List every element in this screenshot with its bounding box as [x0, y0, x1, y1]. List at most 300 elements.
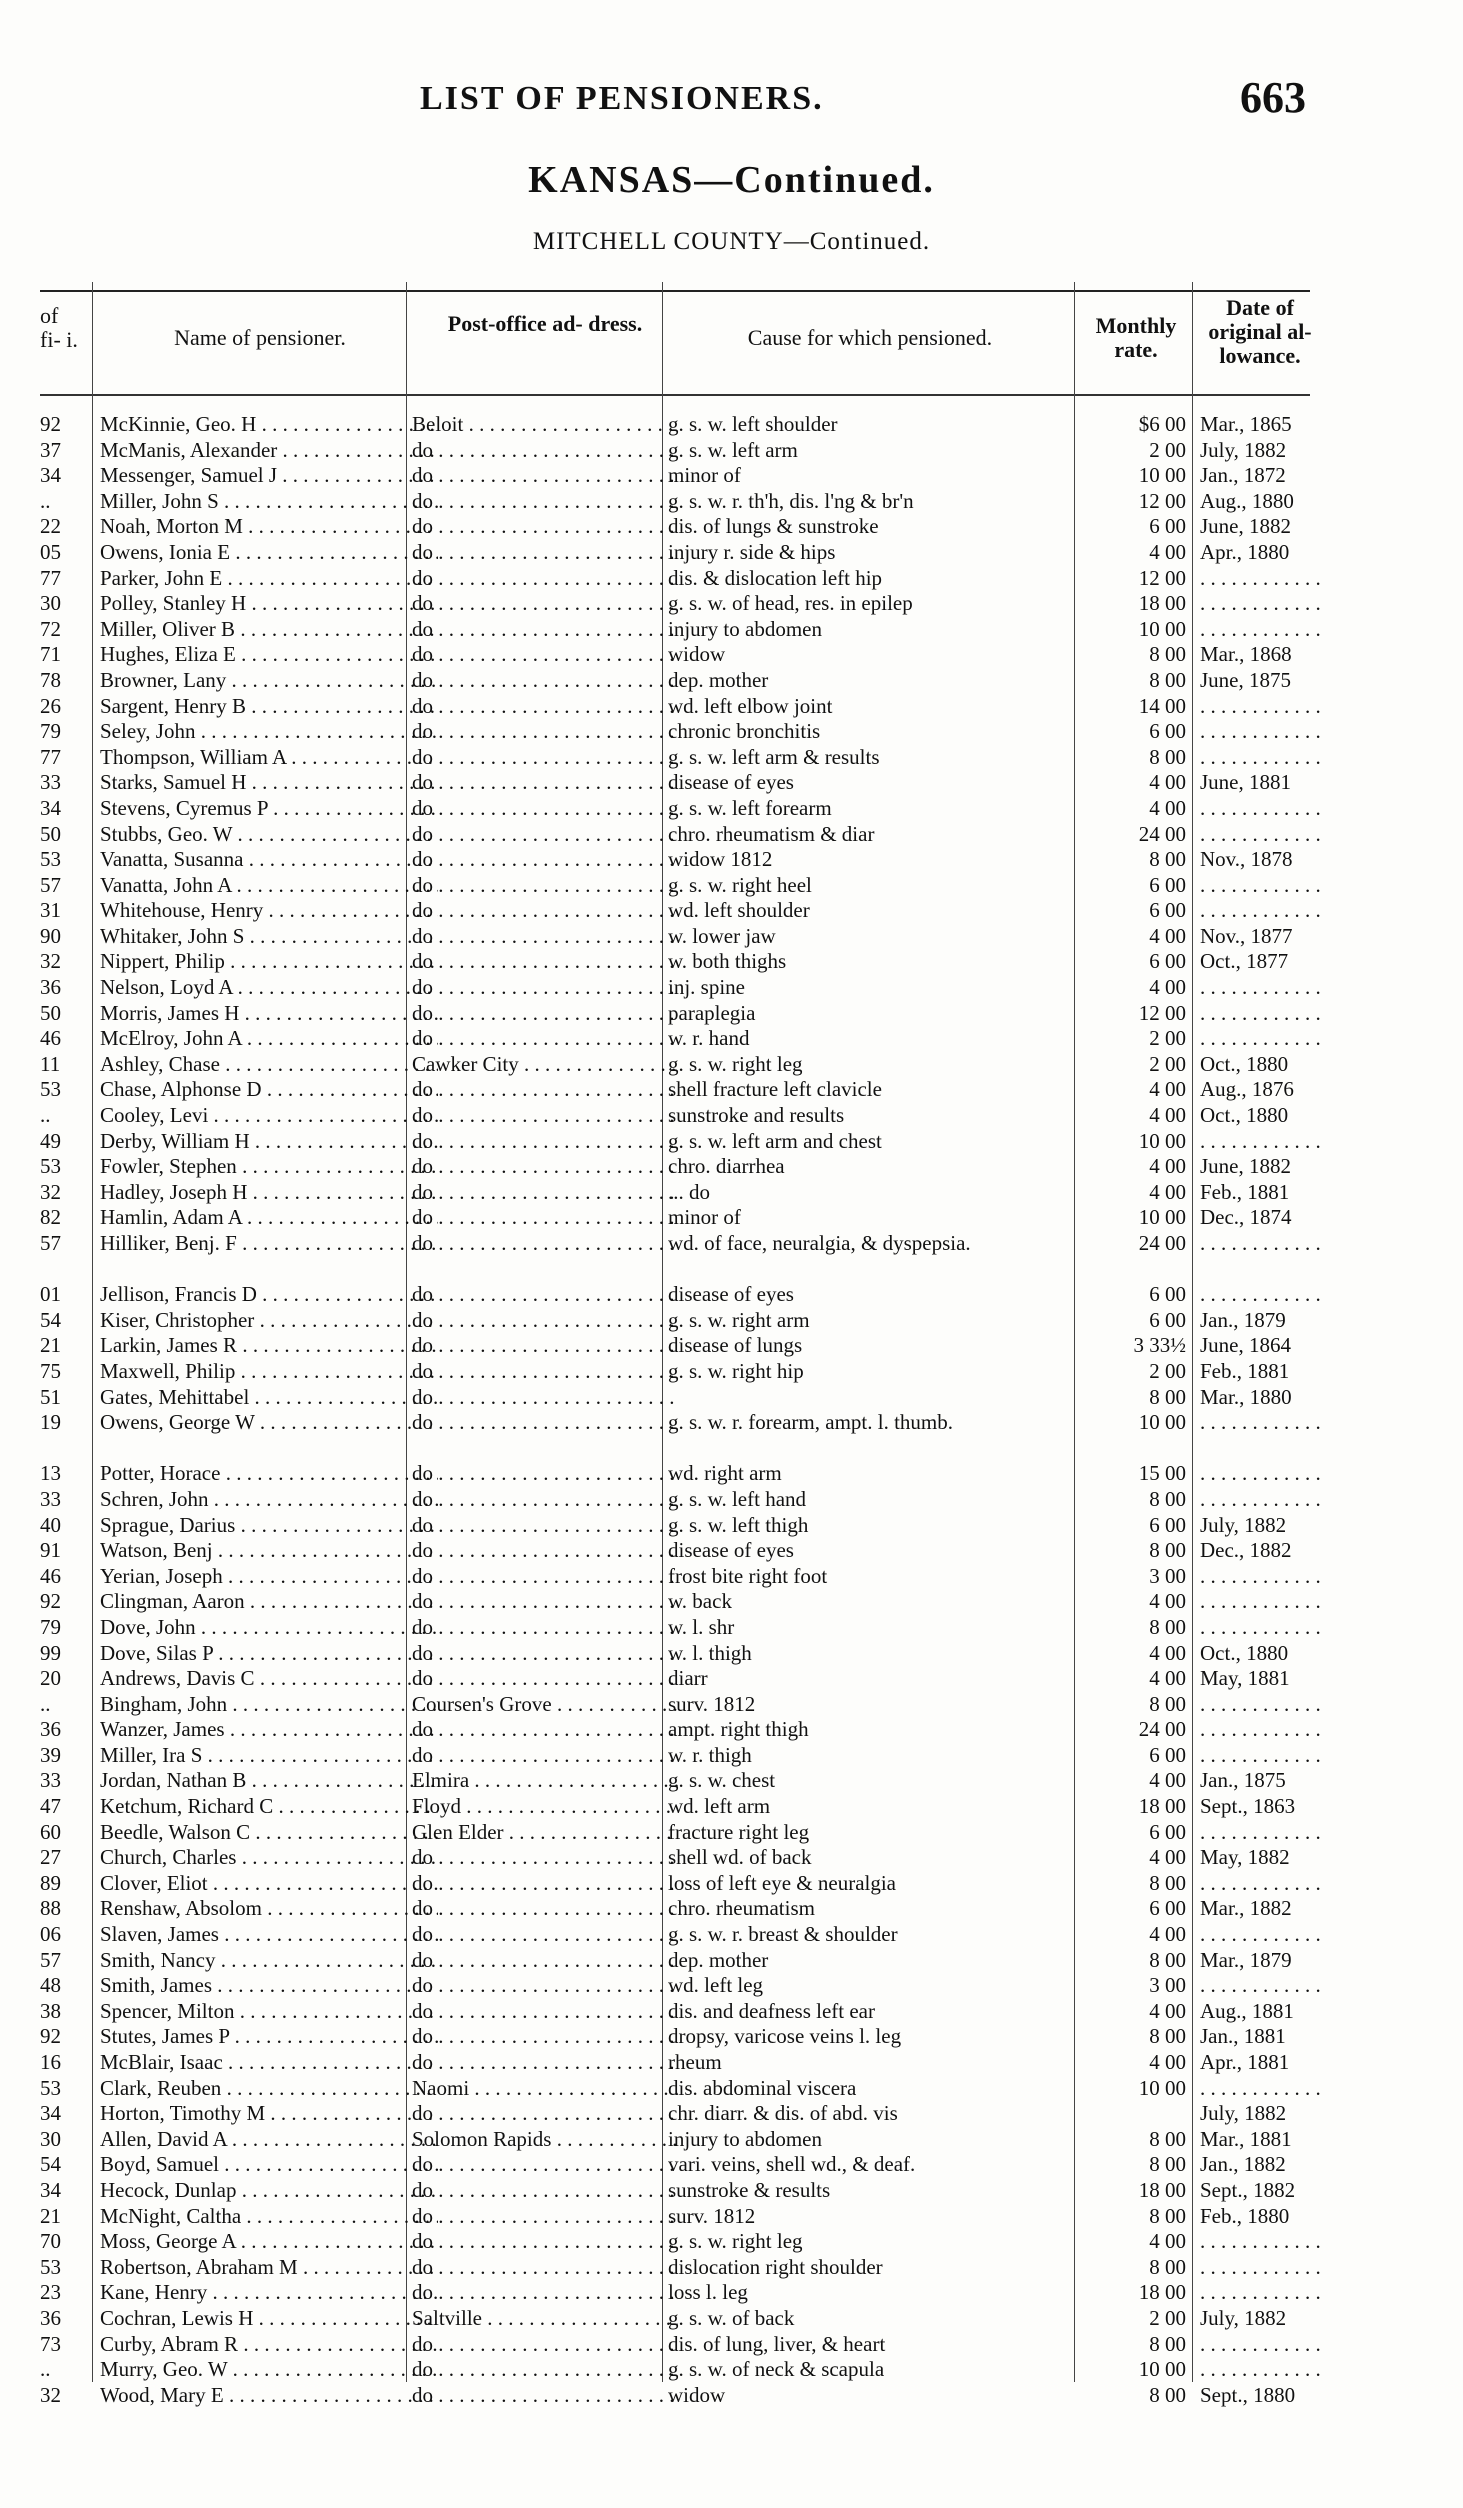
allowance-date: [1200, 2229, 1340, 2253]
table-row: [40, 1103, 1310, 1129]
monthly-rate: 2 00: [1149, 1026, 1186, 1051]
monthly-rate: 8 00: [1149, 2024, 1186, 2049]
monthly-rate: 10 00: [1138, 2075, 1186, 2100]
table-row: [40, 1794, 1310, 1820]
table-row: [40, 1077, 1310, 1103]
table-row: [40, 719, 1310, 745]
pensioner-name: Renshaw, Absolom . . .: [100, 1896, 438, 1920]
monthly-rate: 6 00: [1149, 949, 1186, 974]
table-row: [40, 694, 1310, 720]
allowance-date: Jan., 1879: [1200, 1307, 1286, 1332]
allowance-date: [1200, 591, 1340, 615]
allowance-date: Nov., 1878: [1200, 847, 1293, 872]
monthly-rate: 4 00: [1149, 2229, 1186, 2254]
allowance-date: [1200, 2280, 1340, 2304]
table-row: [40, 1973, 1310, 1999]
table-row: [40, 1820, 1310, 1846]
pensioner-name: Maxwell, Philip . . .: [100, 1359, 438, 1383]
monthly-rate: 8 00: [1149, 847, 1186, 872]
table-row: [40, 1999, 1310, 2025]
post-office: Beloit . . .: [412, 412, 678, 436]
table-row: [40, 1308, 1310, 1334]
table-row: [40, 745, 1310, 771]
table-row: [40, 1717, 1310, 1743]
cause: wd. left arm: [668, 1794, 771, 1819]
monthly-rate: 24 00: [1138, 1231, 1186, 1255]
row-number: 72: [40, 616, 61, 641]
post-office: do . . .: [412, 1999, 678, 2023]
monthly-rate: 18 00: [1138, 2177, 1186, 2202]
cause: w. r. thigh: [668, 1742, 752, 1767]
row-number: 19: [40, 1410, 61, 1435]
table-row: [40, 1385, 1310, 1411]
pensioner-name: Hamlin, Adam A . . .: [100, 1205, 438, 1229]
post-office: do . . .: [412, 847, 678, 871]
monthly-rate: 2 00: [1149, 2305, 1186, 2330]
allowance-date: [1200, 1231, 1340, 1255]
monthly-rate: 4 00: [1149, 1077, 1186, 1102]
table-row: [40, 2127, 1310, 2153]
table-row: [40, 1026, 1310, 1052]
cause: g. s. w. r. forearm, ampt. l. thumb.: [668, 1410, 954, 1435]
row-number: 34: [40, 2101, 61, 2126]
monthly-rate: 4 00: [1149, 795, 1186, 820]
table-row: [40, 975, 1310, 1001]
table-row: [40, 1052, 1310, 1078]
monthly-rate: 8 00: [1149, 2203, 1186, 2228]
row-number: 79: [40, 719, 61, 744]
table-row: [40, 2255, 1310, 2281]
pensioner-name: Chase, Alphonse D . . .: [100, 1077, 438, 1101]
monthly-rate: 4 00: [1149, 1640, 1186, 1665]
allowance-date: [1200, 1717, 1340, 1741]
monthly-rate: 6 00: [1149, 898, 1186, 923]
post-office: do . . .: [412, 1129, 678, 1153]
pensioner-name: McKinnie, Geo. H . . .: [100, 412, 438, 436]
post-office: do . . .: [412, 1001, 678, 1025]
post-office: do . . .: [412, 719, 678, 743]
pensioner-name: Derby, William H . . .: [100, 1129, 438, 1153]
post-office: do . . .: [412, 1077, 678, 1101]
monthly-rate: 8 00: [1149, 667, 1186, 692]
post-office: do . . .: [412, 2204, 678, 2228]
allowance-date: July, 1882: [1200, 1512, 1287, 1537]
table-row: [40, 514, 1310, 540]
table-row: [40, 2024, 1310, 2050]
pensioner-name: Clark, Reuben . . .: [100, 2076, 438, 2100]
allowance-date: [1200, 1871, 1340, 1895]
header-post-office: Post-office ad- dress.: [447, 311, 643, 336]
cause: g. s. w. chest: [668, 1768, 776, 1793]
monthly-rate: 4 00: [1149, 770, 1186, 795]
cause: dislocation right shoulder: [668, 2254, 883, 2279]
row-number: 05: [40, 539, 61, 564]
monthly-rate: 24 00: [1138, 1717, 1186, 1742]
table-row: [40, 438, 1310, 464]
post-office: do . . .: [412, 591, 678, 615]
row-number: 16: [40, 2050, 61, 2074]
post-office: do . . .: [412, 1103, 678, 1127]
table-row: [40, 1513, 1310, 1539]
pensioner-name: Smith, Nancy . . .: [100, 1948, 438, 1972]
cause: minor of: [668, 1205, 741, 1230]
cause: surv. 1812: [668, 2203, 756, 2228]
row-number: 92: [40, 1589, 61, 1614]
table-row: [40, 2050, 1310, 2076]
pensioner-name: Moss, George A . . .: [100, 2229, 438, 2253]
allowance-date: June, 1881: [1200, 770, 1291, 795]
table-row: [40, 463, 1310, 489]
row-number: 54: [40, 2152, 61, 2177]
monthly-rate: 2 00: [1149, 1051, 1186, 1076]
post-office: do . . .: [412, 975, 678, 999]
monthly-rate: 12 00: [1138, 565, 1186, 590]
cause: g. s. w. left hand: [668, 1486, 807, 1511]
monthly-rate: 12 00: [1138, 488, 1186, 513]
monthly-rate: 4 00: [1149, 2050, 1186, 2074]
post-office: do . . .: [412, 1538, 678, 1562]
post-office: do . . .: [412, 1922, 678, 1946]
table-row: [40, 822, 1310, 848]
row-number: 60: [40, 1819, 61, 1844]
cause: w. back: [668, 1589, 732, 1614]
pensioner-name: Larkin, James R . . .: [100, 1333, 438, 1357]
monthly-rate: 3 00: [1149, 1563, 1186, 1588]
post-office: do . . .: [412, 1487, 678, 1511]
pensioner-name: Gates, Mehittabel . . .: [100, 1385, 438, 1409]
allowance-date: [1200, 1026, 1340, 1050]
row-number: 37: [40, 437, 61, 462]
table-row: [40, 2332, 1310, 2358]
cause: dep. mother: [668, 667, 769, 692]
county-title: MITCHELL COUNTY—Continued.: [532, 228, 931, 255]
post-office: do . . .: [412, 1205, 678, 1229]
allowance-date: Sept., 1880: [1200, 2382, 1296, 2407]
table-row: [40, 770, 1310, 796]
allowance-date: [1200, 975, 1340, 999]
post-office: do . . .: [412, 1641, 678, 1665]
allowance-date: [1200, 1129, 1340, 1153]
allowance-date: [1200, 745, 1340, 769]
allowance-date: [1200, 1615, 1340, 1639]
allowance-date: Nov., 1877: [1200, 923, 1293, 948]
post-office: Saltville . . .: [412, 2306, 678, 2330]
row-number: ..: [40, 1691, 51, 1716]
allowance-date: June, 1882: [1200, 514, 1291, 539]
table-row: [40, 1564, 1310, 1590]
monthly-rate: 14 00: [1138, 693, 1186, 718]
monthly-rate: 8 00: [1149, 1870, 1186, 1895]
row-number: 57: [40, 1231, 61, 1255]
table-row: [40, 1154, 1310, 1180]
monthly-rate: 4 00: [1149, 923, 1186, 948]
monthly-rate: 6 00: [1149, 1307, 1186, 1332]
allowance-date: [1200, 694, 1340, 718]
pensioner-name: Morris, James H . . .: [100, 1001, 438, 1025]
cause: g. s. w. of neck & scapula: [668, 2357, 885, 2382]
row-number: 89: [40, 1870, 61, 1895]
allowance-date: Apr., 1881: [1200, 2050, 1290, 2074]
allowance-date: Feb., 1881: [1200, 1179, 1290, 1204]
row-number: 30: [40, 591, 61, 616]
table-row: [40, 1461, 1310, 1487]
post-office: do . . .: [412, 2280, 678, 2304]
cause: chro. rheumatism: [668, 1896, 815, 1921]
table-row: [40, 796, 1310, 822]
allowance-date: Oct., 1880: [1200, 1051, 1289, 1076]
allowance-date: July, 1882: [1200, 2101, 1287, 2126]
post-office: do . . .: [412, 1410, 678, 1434]
monthly-rate: 10 00: [1138, 1410, 1186, 1435]
pensioner-name: Thompson, William A . . .: [100, 745, 438, 769]
table-row: [40, 668, 1310, 694]
monthly-rate: 4 00: [1149, 1998, 1186, 2023]
post-office: do . . .: [412, 514, 678, 538]
pensioner-name: Messenger, Samuel J . . .: [100, 463, 438, 487]
post-office: do . . .: [412, 1589, 678, 1613]
post-office: do . . .: [412, 1154, 678, 1178]
monthly-rate: 6 00: [1149, 872, 1186, 897]
cause: disease of eyes: [668, 770, 794, 795]
post-office: do . . .: [412, 2383, 678, 2407]
row-number: 31: [40, 898, 61, 923]
cause: g. s. w. r. th'h, dis. l'ng & br'n: [668, 488, 914, 513]
table-row: [40, 1692, 1310, 1718]
pensioner-name: Kiser, Christopher . . .: [100, 1308, 438, 1332]
allowance-date: Apr., 1880: [1200, 539, 1290, 564]
row-number: 51: [40, 1384, 61, 1409]
allowance-date: [1200, 1922, 1340, 1946]
monthly-rate: 8 00: [1149, 1614, 1186, 1639]
post-office: do . . .: [412, 2050, 678, 2074]
table-row: [40, 924, 1310, 950]
pensioner-name: Jordan, Nathan B . . .: [100, 1768, 438, 1792]
table-header-rule: [40, 394, 1310, 396]
cause: loss l. leg: [668, 2280, 748, 2305]
pensioner-name: Clingman, Aaron . . .: [100, 1589, 438, 1613]
cause: loss of left eye & neuralgia: [668, 1870, 897, 1895]
monthly-rate: 2 00: [1149, 437, 1186, 462]
pensioner-name: Owens, George W . . .: [100, 1410, 438, 1434]
pensioner-name: Hadley, Joseph H . . .: [100, 1180, 438, 1204]
header-rate: Monthly rate.: [1095, 313, 1177, 362]
cause: rheum: [668, 2050, 722, 2074]
monthly-rate: 4 00: [1149, 1589, 1186, 1614]
monthly-rate: 8 00: [1149, 2126, 1186, 2151]
allowance-date: [1200, 2255, 1340, 2279]
monthly-rate: 15 00: [1138, 1461, 1186, 1486]
monthly-rate: 24 00: [1138, 821, 1186, 846]
cause: w. lower jaw: [668, 923, 776, 948]
row-number: 77: [40, 565, 61, 590]
monthly-rate: 8 00: [1149, 744, 1186, 769]
pensioner-name: Cooley, Levi . . .: [100, 1103, 438, 1127]
monthly-rate: 4 00: [1149, 1154, 1186, 1179]
allowance-date: Jan., 1882: [1200, 2152, 1286, 2177]
row-number: 70: [40, 2229, 61, 2254]
monthly-rate: 6 00: [1149, 1819, 1186, 1844]
row-number: 92: [40, 412, 61, 436]
monthly-rate: 8 00: [1149, 2382, 1186, 2407]
cause: dis. and deafness left ear: [668, 1998, 875, 2023]
page-number: 663: [1240, 73, 1306, 122]
table-row: [40, 2383, 1310, 2409]
cause: frost bite right foot: [668, 1563, 828, 1588]
row-number: 53: [40, 1077, 61, 1102]
post-office: do . . .: [412, 2357, 678, 2381]
post-office: do . . .: [412, 2101, 678, 2125]
table-row: [40, 2076, 1310, 2102]
cause: inj. spine: [668, 975, 745, 1000]
post-office: do . . .: [412, 540, 678, 564]
allowance-date: Mar., 1865: [1200, 412, 1292, 436]
allowance-date: Sept., 1863: [1200, 1794, 1296, 1819]
monthly-rate: 4 00: [1149, 1103, 1186, 1128]
cause: g. s. w. left shoulder: [668, 412, 838, 436]
pensioner-name: McBlair, Isaac . . .: [100, 2050, 438, 2074]
post-office: do . . .: [412, 1717, 678, 1741]
post-office: do . . .: [412, 1385, 678, 1409]
row-number: 36: [40, 1717, 61, 1742]
monthly-rate: 4 00: [1149, 1768, 1186, 1793]
table-row: [40, 617, 1310, 643]
row-number: 01: [40, 1282, 61, 1307]
pensioner-name: Noah, Morton M . . .: [100, 514, 438, 538]
row-number: 33: [40, 770, 61, 795]
cause: dropsy, varicose veins l. leg: [668, 2024, 902, 2049]
row-number: 26: [40, 693, 61, 718]
monthly-rate: 6 00: [1149, 1282, 1186, 1307]
table-row: [40, 1589, 1310, 1615]
allowance-date: June, 1875: [1200, 667, 1291, 692]
allowance-date: July, 1882: [1200, 2305, 1287, 2330]
cause: g. s. w. r. breast & shoulder: [668, 1922, 898, 1947]
post-office: do . . .: [412, 949, 678, 973]
allowance-date: Oct., 1880: [1200, 1640, 1289, 1665]
row-number: 23: [40, 2280, 61, 2305]
post-office: do . . .: [412, 2178, 678, 2202]
row-number: 11: [40, 1051, 61, 1076]
monthly-rate: 4 00: [1149, 1179, 1186, 1204]
allowance-date: Feb., 1880: [1200, 2203, 1290, 2228]
table-row: [40, 1896, 1310, 1922]
monthly-rate: 3 33½: [1133, 1333, 1186, 1358]
cause: w. l. thigh: [668, 1640, 752, 1665]
allowance-date: [1200, 1692, 1340, 1716]
row-number: 21: [40, 2203, 61, 2228]
monthly-rate: 6 00: [1149, 1896, 1186, 1921]
table-row: [40, 1205, 1310, 1231]
pensioner-name: Bingham, John . . .: [100, 1692, 438, 1716]
pensioner-name: Hilliker, Benj. F . . .: [100, 1231, 438, 1255]
allowance-date: Mar., 1882: [1200, 1896, 1292, 1921]
pensioner-name: Sprague, Darius . . .: [100, 1513, 438, 1537]
row-number: 06: [40, 1922, 61, 1947]
table-row: [40, 1666, 1310, 1692]
table-row: [40, 1768, 1310, 1794]
monthly-rate: 10 00: [1138, 2357, 1186, 2382]
pensioner-name: Watson, Benj . . .: [100, 1538, 438, 1562]
pensioner-name: Murry, Geo. W . . .: [100, 2357, 438, 2381]
pensioner-name: Kane, Henry . . .: [100, 2280, 438, 2304]
pensioner-name: Jellison, Francis D . . .: [100, 1282, 438, 1306]
pensioner-name: McNight, Caltha . . .: [100, 2204, 438, 2228]
pensioner-name: Church, Charles . . .: [100, 1845, 438, 1869]
cause: chro. rheumatism & diar: [668, 821, 875, 846]
pensioner-name: Sargent, Henry B . . .: [100, 694, 438, 718]
monthly-rate: 10 00: [1138, 463, 1186, 488]
pensioner-name: Ketchum, Richard C . . .: [100, 1794, 438, 1818]
post-office: do . . .: [412, 770, 678, 794]
post-office: do . . .: [412, 1564, 678, 1588]
post-office: do . . .: [412, 2024, 678, 2048]
post-office: do . . .: [412, 2152, 678, 2176]
pensioner-name: Starks, Samuel H . . .: [100, 770, 438, 794]
allowance-date: Aug., 1881: [1200, 1998, 1294, 2023]
row-number: 91: [40, 1538, 61, 1563]
monthly-rate: 10 00: [1138, 1205, 1186, 1230]
cause: injury to abdomen: [668, 616, 822, 641]
post-office: do . . .: [412, 745, 678, 769]
pensioner-name: Seley, John . . .: [100, 719, 438, 743]
allowance-date: [1200, 617, 1340, 641]
pensioner-name: Miller, John S . . .: [100, 489, 438, 513]
cause: injury r. side & hips: [668, 539, 836, 564]
table-row: [40, 1641, 1310, 1667]
allowance-date: May, 1881: [1200, 1666, 1290, 1691]
post-office: do . . .: [412, 1896, 678, 1920]
monthly-rate: 8 00: [1149, 1538, 1186, 1563]
cause: chro. diarrhea: [668, 1154, 785, 1179]
row-number: 39: [40, 1742, 61, 1767]
table-row: [40, 1333, 1310, 1359]
monthly-rate: 6 00: [1149, 1742, 1186, 1767]
row-number: 32: [40, 949, 61, 974]
pensioner-name: Hecock, Dunlap . . .: [100, 2178, 438, 2202]
monthly-rate: 18 00: [1138, 2280, 1186, 2305]
row-number: 34: [40, 463, 61, 488]
pensioner-name: Spencer, Milton . . .: [100, 1999, 438, 2023]
cause: g. s. w. right leg: [668, 2229, 803, 2254]
table-row: [40, 1231, 1310, 1282]
post-office: Floyd . . .: [412, 1794, 678, 1818]
pensioner-name: Stevens, Cyremus P . . .: [100, 796, 438, 820]
pensioner-name: Fowler, Stephen . . .: [100, 1154, 438, 1178]
row-number: 30: [40, 2126, 61, 2151]
monthly-rate: 10 00: [1138, 1128, 1186, 1153]
pensioner-name: Ashley, Chase . . .: [100, 1052, 438, 1076]
row-number: 33: [40, 1486, 61, 1511]
allowance-date: [1200, 1973, 1340, 1997]
pensioner-name: Vanatta, Susanna . . .: [100, 847, 438, 871]
monthly-rate: 4 00: [1149, 1845, 1186, 1870]
cause: wd. left elbow joint: [668, 693, 833, 718]
monthly-rate: 8 00: [1149, 1691, 1186, 1716]
table-top-rule: [40, 290, 1310, 292]
header-date: Date of original al- lowance.: [1208, 295, 1312, 368]
table-row: [40, 2152, 1310, 2178]
allowance-date: Jan., 1875: [1200, 1768, 1286, 1793]
monthly-rate: 2 00: [1149, 1358, 1186, 1383]
monthly-rate: 3 00: [1149, 1973, 1186, 1998]
cause: shell wd. of back: [668, 1845, 812, 1870]
cause: chronic bronchitis: [668, 719, 821, 744]
allowance-date: Dec., 1882: [1200, 1538, 1292, 1563]
pensioner-name: Curby, Abram R . . .: [100, 2332, 438, 2356]
post-office: do . . .: [412, 1845, 678, 1869]
allowance-date: Oct., 1877: [1200, 949, 1289, 974]
row-number: 48: [40, 1973, 61, 1998]
